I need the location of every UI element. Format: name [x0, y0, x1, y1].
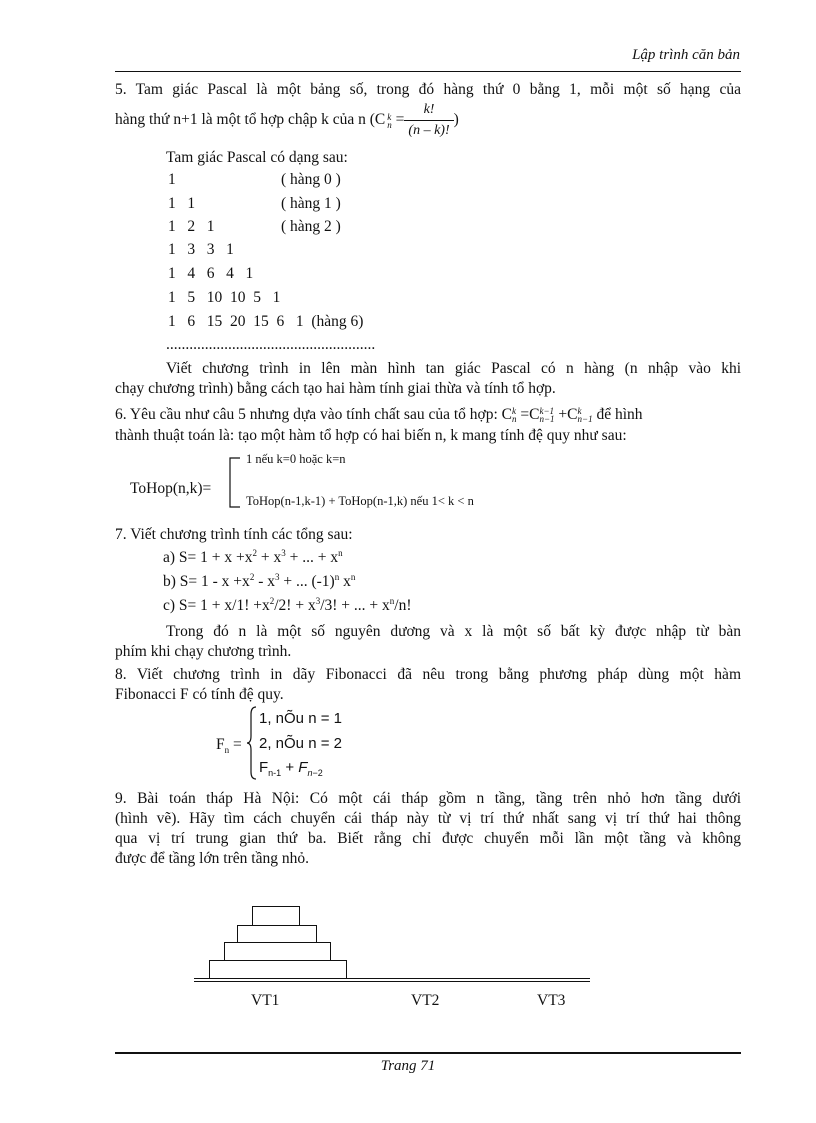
hanoi-label-vt1: VT1 [251, 992, 280, 1009]
footer-rule [115, 1052, 741, 1054]
hanoi-label-vt3: VT3 [537, 992, 566, 1009]
hanoi-ground [194, 978, 590, 982]
pascal-row-5: 1 5 10 10 5 1 [168, 289, 281, 306]
q6-case2: ToHop(n-1,k-1) + ToHop(n-1,k) nếu 1< k < n [246, 494, 474, 508]
header-title: Lập trình căn bản [632, 47, 740, 63]
q7-b-text: b) S= 1 - x +x [163, 573, 250, 590]
q6-c1-index: k n [511, 406, 517, 425]
q5-comb-k: k [387, 111, 392, 122]
q6-c3-index: k n−1 [577, 406, 593, 425]
q6-bracket [226, 456, 242, 510]
hanoi-disk-4 [209, 960, 347, 979]
q8-fn-label: $F_n$ = [216, 736, 242, 756]
q8-case3: $F_{n-1} + F_{n-2}$ [259, 759, 323, 778]
pascal-row-4: 1 4 6 4 1 [168, 265, 254, 282]
q5-comb-index [387, 113, 392, 129]
q8-case2: 2, nÕu n = 2 [259, 735, 342, 752]
q5-eq: = [395, 111, 405, 129]
hanoi-disk-1 [252, 906, 300, 926]
q7-c-text: c) S= 1 + x/1! +x [163, 597, 270, 614]
q8-brace [246, 706, 258, 780]
q7-c: c) S= 1 + x/1! $+x^2/2$! + $x^3/3$! + ... + $x^n/n$! [163, 595, 412, 614]
q6-line1-suffix: để hình [596, 406, 643, 423]
q7-b: b) $S= 1 - x +x^2 - x^3$ + ... $(-1)^n$ $x^n$ [163, 571, 356, 590]
q5-frac-denominator: (n – k)! [404, 120, 453, 141]
q9-line2: (hình vẽ). Hãy tìm cách chuyển cái tháp này từ vị trí thứ nhất sang vị trí thứ hai thông [115, 810, 741, 827]
q6-line2: thành thuật toán là: tạo một hàm tổ hợp có hai biến n, k mang tính đệ quy như sau: [115, 427, 627, 444]
q7-note1: Trong đó n là một số nguyên dương và x là một số bất kỳ được nhập từ bàn [166, 623, 741, 640]
q6-line1: 6. Yêu cầu như câu 5 nhưng dựa vào tính chất sau của tổ hợp: C k n =C k−1 n−1 +C k n−1 để hình [115, 406, 643, 425]
hanoi-label-vt2: VT2 [411, 992, 440, 1009]
q9-line1: 9. Bài toán tháp Hà Nội: Có một cái tháp gồm n tầng, tầng trên nhỏ hơn tầng dưới [115, 790, 741, 807]
hanoi-disk-3 [224, 942, 331, 961]
q5-task-line1: Viết chương trình in lên màn hình tan giác Pascal có n hàng (n nhập vào khi [166, 360, 741, 377]
q7-note2: phím khi chạy chương trình. [115, 643, 292, 660]
q5-fraction [404, 100, 453, 141]
q9-line4: được để tầng lớn trên tầng nhỏ. [115, 850, 309, 867]
page-number: Trang 71 [380, 1058, 436, 1074]
q7-a: a) $S= 1 + x +x^2 + x^3$ + ... + $x^n$ [163, 547, 343, 566]
q7-a-text: a) S= 1 + x +x [163, 549, 253, 566]
q5-line1: 5. Tam giác Pascal là một bảng số, trong đó hàng thứ 0 bằng 1, mỗi một số hạng của [115, 81, 741, 98]
q7-title: 7. Viết chương trình tính các tổng sau: [115, 526, 353, 543]
q8-line2: Fibonacci F có tính đệ quy. [115, 686, 284, 703]
pascal-row-6: 1 6 15 20 15 6 1 (hàng 6) [168, 313, 364, 330]
q9-line3: qua vị trí trung gian thứ ba. Biết rằng chỉ được chuyển mỗi lần một tầng và không [115, 830, 741, 847]
q5-intro: Tam giác Pascal có dạng sau: [166, 149, 348, 166]
pascal-row-2-note: ( hàng 2 ) [281, 218, 341, 235]
pascal-row-3: 1 3 3 1 [168, 241, 234, 258]
q5-line2-suffix: ) [453, 111, 459, 129]
hanoi-disk-2 [237, 925, 317, 943]
q6-c2-index: k−1 n−1 [539, 406, 555, 425]
pascal-row-2: 1 2 1 [168, 218, 215, 235]
q8-fn-symbol: F [216, 736, 225, 753]
pascal-ellipsis: ...................................................... [166, 336, 376, 353]
q5-line2-prefix: hàng thứ n+1 là một tổ hợp chập k của n (C [115, 111, 386, 129]
q6-line1-prefix: 6. Yêu cầu như câu 5 nhưng dựa vào tính chất sau của tổ hợp: C [115, 406, 512, 423]
pascal-row-0: 1 [168, 171, 176, 188]
pascal-row-1-note: ( hàng 1 ) [281, 195, 341, 212]
pascal-row-1: 1 1 [168, 195, 196, 212]
q8-line1: 8. Viết chương trình in dãy Fibonacci đã nêu trong bằng phương pháp dùng một hàm [115, 666, 741, 683]
q5-line2 [115, 100, 459, 141]
q5-comb-n: n [387, 119, 392, 130]
q8-case1: 1, nÕu n = 1 [259, 710, 342, 727]
q6-case1: 1 nếu k=0 hoặc k=n [246, 452, 346, 466]
q5-frac-numerator: k! [423, 102, 435, 117]
q5-task-line2: chạy chương trình) bằng cách tạo hai hàm tính giai thừa và tính tổ hợp. [115, 380, 556, 397]
pascal-row-0-note: ( hàng 0 ) [281, 171, 341, 188]
header-rule [115, 71, 741, 72]
q6-tohop-func: ToHop(n,k)= [130, 480, 212, 497]
